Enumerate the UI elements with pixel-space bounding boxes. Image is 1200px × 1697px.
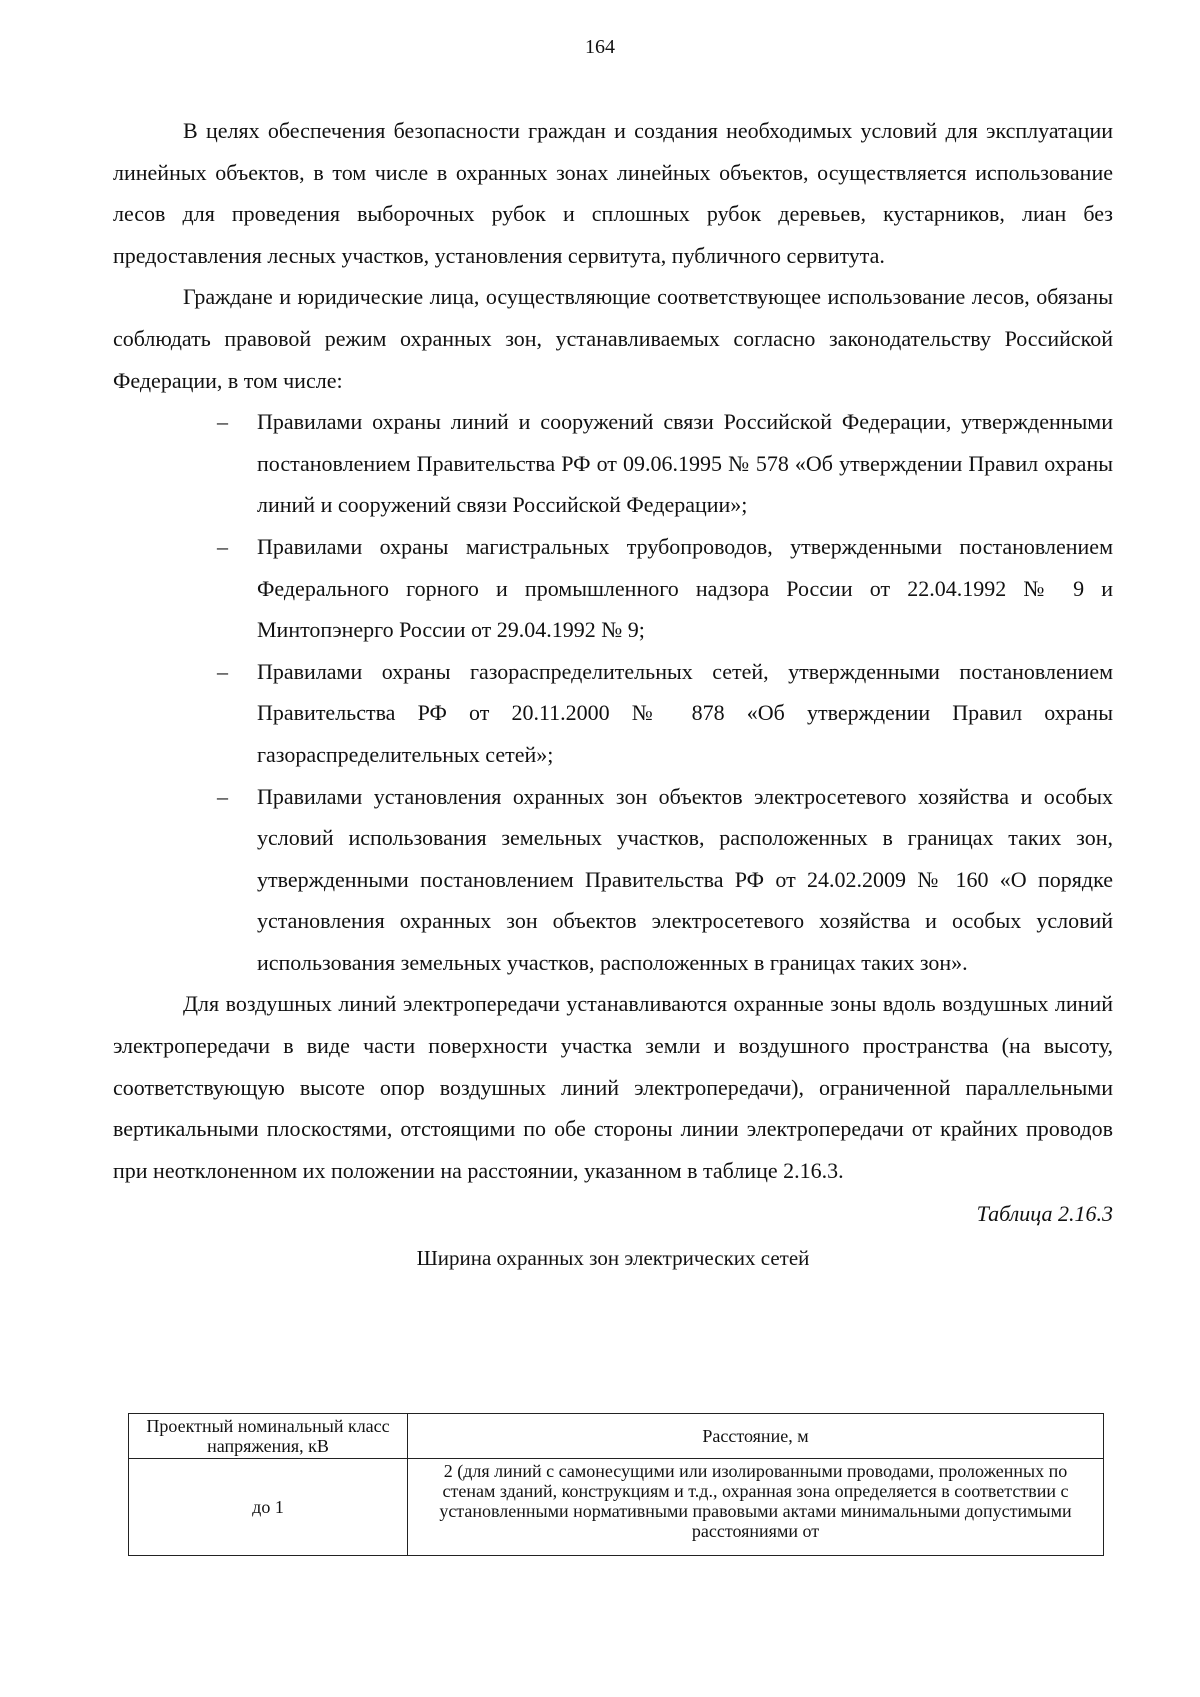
list-item-text: Правилами охраны линий и сооружений связи Российской Федерации, утвержденными постановлением Правительства РФ от 09.06.1995 № 578 «Об утверждении Правил охраны линий и сооружений связи Российской Федерации»; [257,409,1113,518]
table-header-row [129,1414,1104,1459]
document-body [113,110,1113,1275]
list-item [113,776,1113,984]
list-item-text: Правилами установления охранных зон объектов электросетевого хозяйства и особых условий использования земельных участков, расположенных в границах таких зон, утвержденными постановлением Правительства РФ от 24.02.2009 № 160 «О порядке установления охранных зон объектов электросетевого хозяйства и особых условий использования земельных участков, расположенных в границах таких зон». [257,783,1113,975]
list-marker: – [217,409,228,435]
protection-zones-table [128,1413,1104,1556]
list-item [113,651,1113,776]
paragraph-obligations: Граждане и юридические лица, осуществляющие соответствующее использование лесов, обязаны соблюдать правовой режим охранных зон, устанавливаемых согласно законодательству Российской Федерации, в том числе: [113,284,1113,393]
list-item-text: Правилами охраны газораспределительных сетей, утвержденными постановлением Правительства РФ от 20.11.2000 № 878 «Об утверждении Правил охраны газораспределительных сетей»; [257,658,1113,767]
list-item-text: Правилами охраны магистральных трубопроводов, утвержденными постановлением Федерального горного и промышленного надзора России от 22.04.1992 № 9 и Минтопэнерго России от 29.04.1992 № 9; [257,533,1113,643]
paragraph-power-lines: Для воздушных линий электропередачи устанавливаются охранные зоны вдоль воздушных линий электропередачи в виде части поверхности участка земли и воздушного пространства (на высоту, соответствующую высоте опор воздушных линий электропередачи), ограниченной параллельными вертикальными плоскостями, отстоящими по обе стороны линии электропередачи от крайних проводов при неотклоненном их положении на расстоянии, указанном в таблице 2.16.3. [113,991,1113,1183]
list-marker: – [217,658,228,684]
list-item [113,526,1113,651]
paragraph-safety: В целях обеспечения безопасности граждан и создания необходимых условий для эксплуатации линейных объектов, в том числе в охранных зонах линейных объектов, осуществляется использование лесов для проведения выборочных рубок и сплошных рубок деревьев, кустарников, лиан без предоставления лесных участков, установления сервитута, публичного сервитута. [113,118,1113,268]
regulations-list [113,401,1113,983]
table-title: Ширина охранных зон электрических сетей [416,1246,810,1271]
header-distance: Расстояние, м [408,1414,1104,1459]
table-caption: Таблица 2.16.3 [976,1201,1113,1227]
list-marker: – [217,783,228,809]
cell-voltage: до 1 [129,1459,408,1556]
list-marker: – [217,533,228,559]
list-item [113,401,1113,526]
header-voltage-class: Проектный номинальный класс напряжения, кВ [129,1414,408,1459]
cell-distance-text: 2 (для линий с самонесущими или изолированными проводами, проложенных по стенам зданий, конструкциям и т.д., охранная зона определяется в соответствии с установленными нормативными правовыми актами минимальными допустимыми расстояниями от [439,1461,1072,1541]
table-row [129,1459,1104,1556]
page-number: 164 [585,36,615,58]
cell-distance [408,1459,1104,1556]
